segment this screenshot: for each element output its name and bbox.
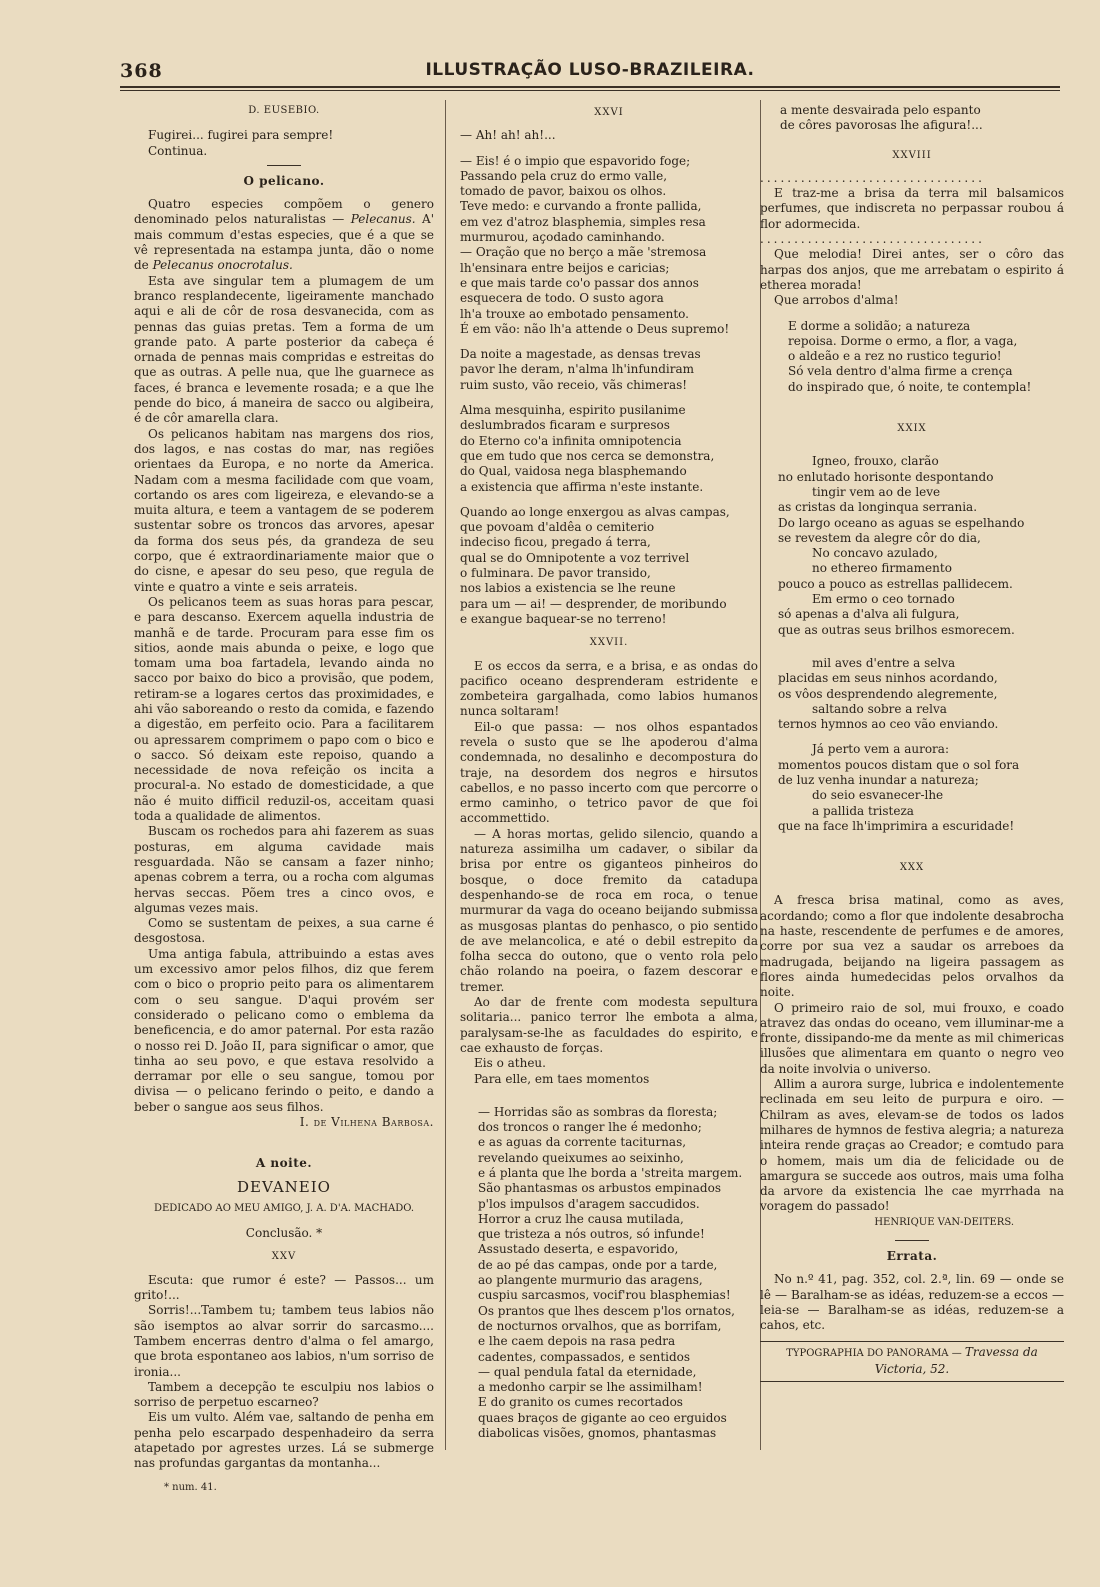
verse-line: tingir vem ao de leve [812,484,941,499]
section-number: XXVII. [589,637,629,649]
verse-line: que povoam d'aldêa o cemiterio [460,520,655,535]
section-number: XXIX [897,423,927,435]
verse-line: esquecera de todo. O susto agora [460,291,664,306]
verse-line: momentos poucos distam que o sol fora [778,757,1020,772]
verse-block [460,505,758,627]
verse-block [760,319,1064,395]
verse-line: Assustado deserta, e espavorido, [478,1242,679,1257]
stage-direction: Continua. [148,143,208,158]
verse-line: do inspirado que, ó noite, te contempla! [788,379,1032,394]
verse-line: São phantasmas os arbustos empinados [478,1181,721,1196]
column-rule-1 [445,100,446,1450]
section-number: XXX [899,862,925,874]
verse-line: placidas em seus ninhos acordando, [778,671,998,686]
article-paragraph: Uma antiga fabula, attribuindo a estas aves um excessivo amor pelos filhos, diz que ferem com o bico o proprio peito para os alimentarem com o seu sangue. D'aqui provém ser considerado o pelicano como o emblema da beneficencia, e do amor paternal. Por esta razão o nosso rei D. João II, para significar o amor, que tinha ao seu povo, e que estava resolvido a derramar por elle o seu sangue, tomou por divisa — o pelicano ferindo o peito, e dando a beber o sangue aos seus filhos. [134,946,434,1114]
printer-imprint [760,1341,1064,1382]
verse-line: e lhe caem depois na rasa pedra [478,1334,676,1349]
verse-line: É em vão: não lh'a attende o Deus supremo! [460,321,730,336]
verse-line: nos labios a existencia se lhe reune [460,581,676,596]
verse-line: se revestem da alegre côr do dia, [778,530,981,545]
verse-line: No concavo azulado, [812,546,938,561]
errata-paragraph: No n.º 41, pag. 352, col. 2.ª, lin. 69 — onde se lê — Baralham-se as idéas, reduzem-se a eccos — leia-se — Baralham-se as idéas, reduzem-se a cahos, etc. [760,1272,1064,1333]
verse-line: do seio esvanecer-lhe [812,788,944,803]
footnote: * num. 41. [164,1481,217,1493]
page-number: 368 [120,60,163,82]
text-run: Quatro especies compõem o genero denominado pelos naturalistas — [134,197,434,227]
header-rule [120,90,1060,91]
verse-line: que tristeza a nós outros, só infunde! [478,1227,705,1242]
verse-line: repoisa. Dorme o ermo, a flor, a vaga, [788,333,1018,348]
verse-line: — Eis! é o impio que espavorido foge; [460,153,691,168]
verse-line: de luz venha inundar a natureza; [778,772,979,787]
verse-line: de nocturnos orvalhos, que as borrifam, [478,1318,722,1333]
verse-line: em vez d'atroz blasphemia, simples resa [460,214,706,229]
verse-block [760,454,1064,638]
verse-line: lh'a trouxe ao embotado pensamento. [460,306,689,321]
verse-line: Em ermo o ceo tornado [812,592,955,607]
verse-line: a existencia que affirma n'este instante. [460,479,704,494]
verse-line: cuspiu sarcasmos, vocif'rou blasphemias! [478,1288,731,1303]
section-number: XXVI [594,107,624,118]
article-paragraph: Como se sustentam de peixes, a sua carne é desgostosa. [134,916,434,946]
verse-line: o fulminara. De pavor transido, [460,566,651,581]
verse-line: dos troncos o ranger lhe é medonho; [478,1120,702,1135]
verse-line: as cristas da longinqua serrania. [778,500,978,515]
verse-line: a pallida tristeza [812,803,914,818]
italic-term: Pelecanus. [350,212,416,227]
article-paragraph: Eis um vulto. Além vae, saltando de penha em penha pelo escarpado despenhadeiro da serra atapetado por agrestes urzes. Lá se submerge nas profundas gargantas da montanha... [134,1410,434,1471]
verse-line: ternos hymnos ao ceo vão enviando. [778,717,999,732]
verse-line: ruim susto, vão receio, vãs chimeras! [460,377,688,392]
masthead: ILLUSTRAÇÃO LUSO-BRAZILEIRA. [425,60,755,80]
verse-line: de ao pé das campas, onde por a tarde, [478,1257,718,1272]
article-paragraph: E os eccos da serra, e a brisa, e as ondas do pacifico oceano desprenderam estridente e zombeteira gargalhada, como labios humanos nunca soltaram! [460,658,758,719]
verse-line: Passando pela cruz do ermo valle, [460,168,668,183]
verse-line: e as aguas da corrente taciturnas, [478,1135,687,1150]
verse-line: — Oração que no berço a mãe 'stremosa [460,245,707,260]
article-paragraph: Os pelicanos teem as suas horas para pescar, e para descanso. Exercem aquella industria de manhã e de tarde. Procuram para esse fim os sitios, aonde mais abunda o peixe, e logo que tomam uma boa fartadela, levando ainda no sacco por baixo do bico a provisão, que podem, retiram-se a logares certos das proximidades, e ahi vão saboreando o resto da comida, e fazendo a digestão, em perfeito ocio. Para a facilitarem ou apressarem comprimem o papo com o bico e o sacco. Só deixam este repoiso, quando a necessidade de nova refeição os incita a procural-a. No estado de domesticidade, a que não é muito difficil reduzil-os, acceitam quasi toda a qualidade de alimentos. [134,594,434,824]
verse-line: E do granito os cumes recortados [478,1395,683,1410]
column-1 [134,103,434,1495]
verse-line: Só vela dentro d'alma firme a crença [788,364,1013,379]
article-paragraph: Escuta: que rumor é este? — Passos... um grito!... [134,1272,434,1303]
verse-line: do Qual, vaidosa nega blasphemando [460,464,687,479]
verse-line: Quando ao longe enxergou as alvas campas, [460,504,730,519]
verse-block [460,154,758,338]
verse-line: E dorme a solidão; a natureza [788,318,971,333]
dedication: DEDICADO AO MEU AMIGO, J. A. D'A. MACHADO. [153,1202,415,1214]
speaker-name: D. EUSEBIO. [248,105,320,116]
verse-line: diabolicas visões, gnomos, phantasmas [478,1426,717,1441]
ellipsis-line: ................................. [760,170,985,185]
article-author: HENRIQUE VAN-DEITERS. [874,1216,1014,1228]
section-number: XXVIII [892,149,932,161]
verse-line: que em tudo que nos cerca se demonstra, [460,448,715,463]
subtitle-devaneio: DEVANEIO [237,1177,331,1196]
verse-line: Os prantos que lhes descem p'los ornatos, [478,1303,735,1318]
verse-block [760,103,1064,134]
verse-line: e exangue baquear-se no terreno! [460,611,667,626]
article-paragraph: Ao dar de frente com modesta sepultura solitaria... panico terror lhe embota a alma, paralysam-se-lhe as faculdades do espirito, e cae exhausto de forças. [460,995,758,1055]
verse-block [760,656,1064,732]
article-paragraph: Os pelicanos habitam nas margens dos rios, dos lagos, e nas costas do mar, nas regiões orientaes da Europa, e no norte da America. Nadam com a mesma facilidade com que voam, cortando os ares com ligeireza, e elevando-se a muita altura, e teem a vantagem de se poderem sustentar sobre os troncos das arvores, apesar da forma dos seus pés, da grandeza de seu corpo, que é extraordinariamente maior que o do cisne, e apesar do seu peso, que regula de vinte e quatro a vinte e seis arrateis. [134,426,434,594]
verse-line: Da noite a magestade, as densas trevas [460,347,701,362]
imprint-address: Travessa da Victoria, 52. [874,1345,1038,1376]
verse-line: p'los impulsos d'aragem saccudidos. [478,1196,700,1211]
imprint-label: TYPOGRAPHIA DO PANORAMA — [786,1348,965,1360]
verse-line: qual se do Omnipotente a voz terrivel [460,550,690,565]
verse-line: o aldeão e a rez no rustico tegurio! [788,349,1002,364]
dialogue-line: — Ah! ah! ah!... [460,128,556,143]
verse-line: Horror a cruz lhe causa mutilada, [478,1211,684,1226]
article-paragraph: Buscam os rochedos para ahi fazerem as suas posturas, em alguma cavidade mais resguardada. Não se cansam a fazer ninho; apenas cobrem a terra, ou a rocha com algumas hervas seccas. Põem tres a cinco ovos, e algumas vezes mais. [134,824,434,915]
article-paragraph: — A horas mortas, gelido silencio, quando a natureza assimilha um cadaver, o sibilar da brisa por entre os giganteos pinheiros do bosque, o doce fremito da catadupa despenhando-se de roca em roca, o tenue murmurar da vaga do oceano beijando submissa as musgosas plantas do penhasco, o pio sentido de ave melancolica, e até o debil estrepito da folha secca do outono, que o vento rola pelo chão rolando na poeira, o fazem descorar e tremer. [460,826,758,994]
verse-line: para um — ai! — desprender, de moribundo [460,596,727,611]
article-paragraph: Eil-o que passa: — nos olhos espantados revela o susto que se lhe apoderou d'alma condemnada, no desalinho e decompostura do traje, na desordem dos negros e hirsutos cabellos, e no passo incerto com que percorre o ermo caminho, o tetrico pavor de que foi accommettido. [460,719,758,826]
verse-line: que na face lh'imprimira a escuridade! [778,818,1015,833]
verse-line: murmurou, açodado caminhando. [460,230,665,245]
verse-line: quaes braços de gigante ao ceo erguidos [478,1410,727,1425]
verse-line: mil aves d'entre a selva [812,655,956,670]
verse-line: indeciso ficou, pregado á terra, [460,535,651,550]
verse-line: Igneo, frouxo, clarão [812,454,939,469]
verse-line: os vôos desprendendo alegremente, [778,686,998,701]
verse-block [460,1105,758,1442]
verse-line: pavor lhe deram, n'alma lh'infundiram [460,362,695,377]
verse-line: e á planta que lhe borda a 'streita margem. [478,1166,743,1180]
verse-block [460,403,758,495]
verse-line: que as outras seus brilhos esmorecem. [778,622,1015,637]
verse-line: no enlutado horisonte despontando [778,469,994,484]
verse-line: Alma mesquinha, espirito pusilanime [460,403,686,418]
section-rule [895,1240,929,1241]
verse-line: tomado de pavor, baixou os olhos. [460,184,667,199]
article-paragraph: A fresca brisa matinal, como as aves, acordando; como a flor que indolente desabrocha na haste, rescendente de perfumes e de amores, corre por sua vez a saudar os arreboes da madrugada, beijando na ligeira passagem as flores ainda humedecidas pelos orvalhos da noite. [760,893,1064,1000]
verse-line: deslumbrados ficaram e surpresos [460,418,670,433]
article-paragraph: Que arrobos d'alma! [774,293,899,308]
italic-term: Pelecanus onocrotalus. [152,258,293,273]
page-header [120,56,1060,88]
verse-line: revelando queixumes ao seixinho, [478,1150,684,1165]
verse-line: a medonho carpir se lhe assimilham! [478,1380,703,1395]
verse-line: no ethereo firmamento [812,561,952,576]
article-paragraph: Para elle, em taes momentos [474,1071,650,1086]
section-number: XXV [271,1251,297,1263]
verse-line: lh'ensinara entre beijos e caricias; [460,260,670,275]
text-run: A' mais commum d'estas especies, que é a que se vê representada na estampa junta, dão o nome de [134,212,435,273]
ellipsis-line: ................................. [760,232,985,247]
article-title-noite: A noite. [255,1156,313,1171]
article-paragraph: O primeiro raio de sol, mui frouxo, e coado atravez das ondas do oceano, vem illuminar-me a fronte, dissipando-me da mente as mil chimericas illusões que alimentara em quanto o negro veo da noite involvia o universo. [760,1000,1064,1076]
column-2 [460,103,758,1441]
verse-line: saltando sobre a relva [812,701,947,716]
verse-line: Teve medo: e curvando a fronte pallida, [460,199,702,214]
verse-line: pouco a pouco as estrellas pallidecem. [778,576,1013,591]
verse-line: cadentes, compassados, e sentidos [478,1349,691,1364]
verse-block [760,742,1064,834]
article-author: I. de Vilhena Barbosa. [299,1115,434,1129]
column-3 [760,103,1064,1382]
article-paragraph: Que melodia! Direi antes, ser o côro das harpas dos anjos, que me arrebatam o espirito á etherea morada! [760,247,1064,292]
verse-line: do Eterno co'a infinita omnipotencia [460,433,682,448]
verse-line: ao plangente murmurio das aragens, [478,1273,703,1288]
verse-line: a mente desvairada pelo espanto [780,103,981,117]
verse-line: — qual pendula fatal da eternidade, [478,1364,697,1379]
article-paragraph [134,197,434,273]
dialogue-line: Fugirei... fugirei para sempre! [148,128,334,143]
verse-line: Já perto vem a aurora: [812,742,949,757]
article-paragraph: Allim a aurora surge, lubrica e indolentemente reclinada em seu leito de purpura e oiro. — Chilram as aves, elevam-se de todos os lados milhares de hymnos de festiva alegria; a natureza inteira rende graças ao Creador; e comtudo para o homem, mais um dia de felicidade ou de amargura se succede aos outros, mais uma folha da arvore da existencia lhe cae myrrhada na voragem do passado! [760,1077,1064,1214]
article-paragraph: Esta ave singular tem a plumagem de um branco resplandecente, ligeiramente manchado aqui e ali de côr de rosa desvanecida, com as pennas das guias pretas. Tem a forma de um grande pato. A parte posterior da cabeça é ornada de pennas mais compridas e estreitas do que as outras. A pelle nua, que lhe guarnece as faces, é branca e levemente rosada; e a que lhe pende do bico, á maneira de sacco ou algibeira, é de côr amarella clara. [134,273,434,426]
section-rule [267,165,301,166]
verse-line: e que mais tarde co'o passar dos annos [460,275,699,290]
article-paragraph: Eis o atheu. [474,1056,546,1071]
verse-line: — Horridas são as sombras da floresta; [478,1104,718,1119]
article-paragraph: Tambem a decepção te esculpiu nos labios o sorriso de perpetuo escarneo? [134,1379,434,1410]
article-paragraph: Sorris!...Tambem tu; tambem teus labios não são isemptos ao alvar sorrir do sarcasmo.... Tambem encerras dentro d'alma o fel amargo, que brota espontaneo aos labios, n'um sorriso de ironia... [134,1303,434,1379]
verse-block [460,347,758,393]
article-title-pelicano: O pelicano. [243,173,325,188]
verse-line: só apenas a d'alva ali fulgura, [778,607,960,622]
verse-line: Do largo oceano as aguas se espelhando [778,515,1025,530]
conclusion-note: Conclusão. * [245,1226,323,1241]
verse-line: de côres pavorosas lhe afigura!... [780,118,983,133]
article-paragraph: E traz-me a brisa da terra mil balsamicos perfumes, que indiscreta no perpassar roubou á flor adormecida. [760,186,1064,231]
errata-title: Errata. [886,1249,938,1263]
